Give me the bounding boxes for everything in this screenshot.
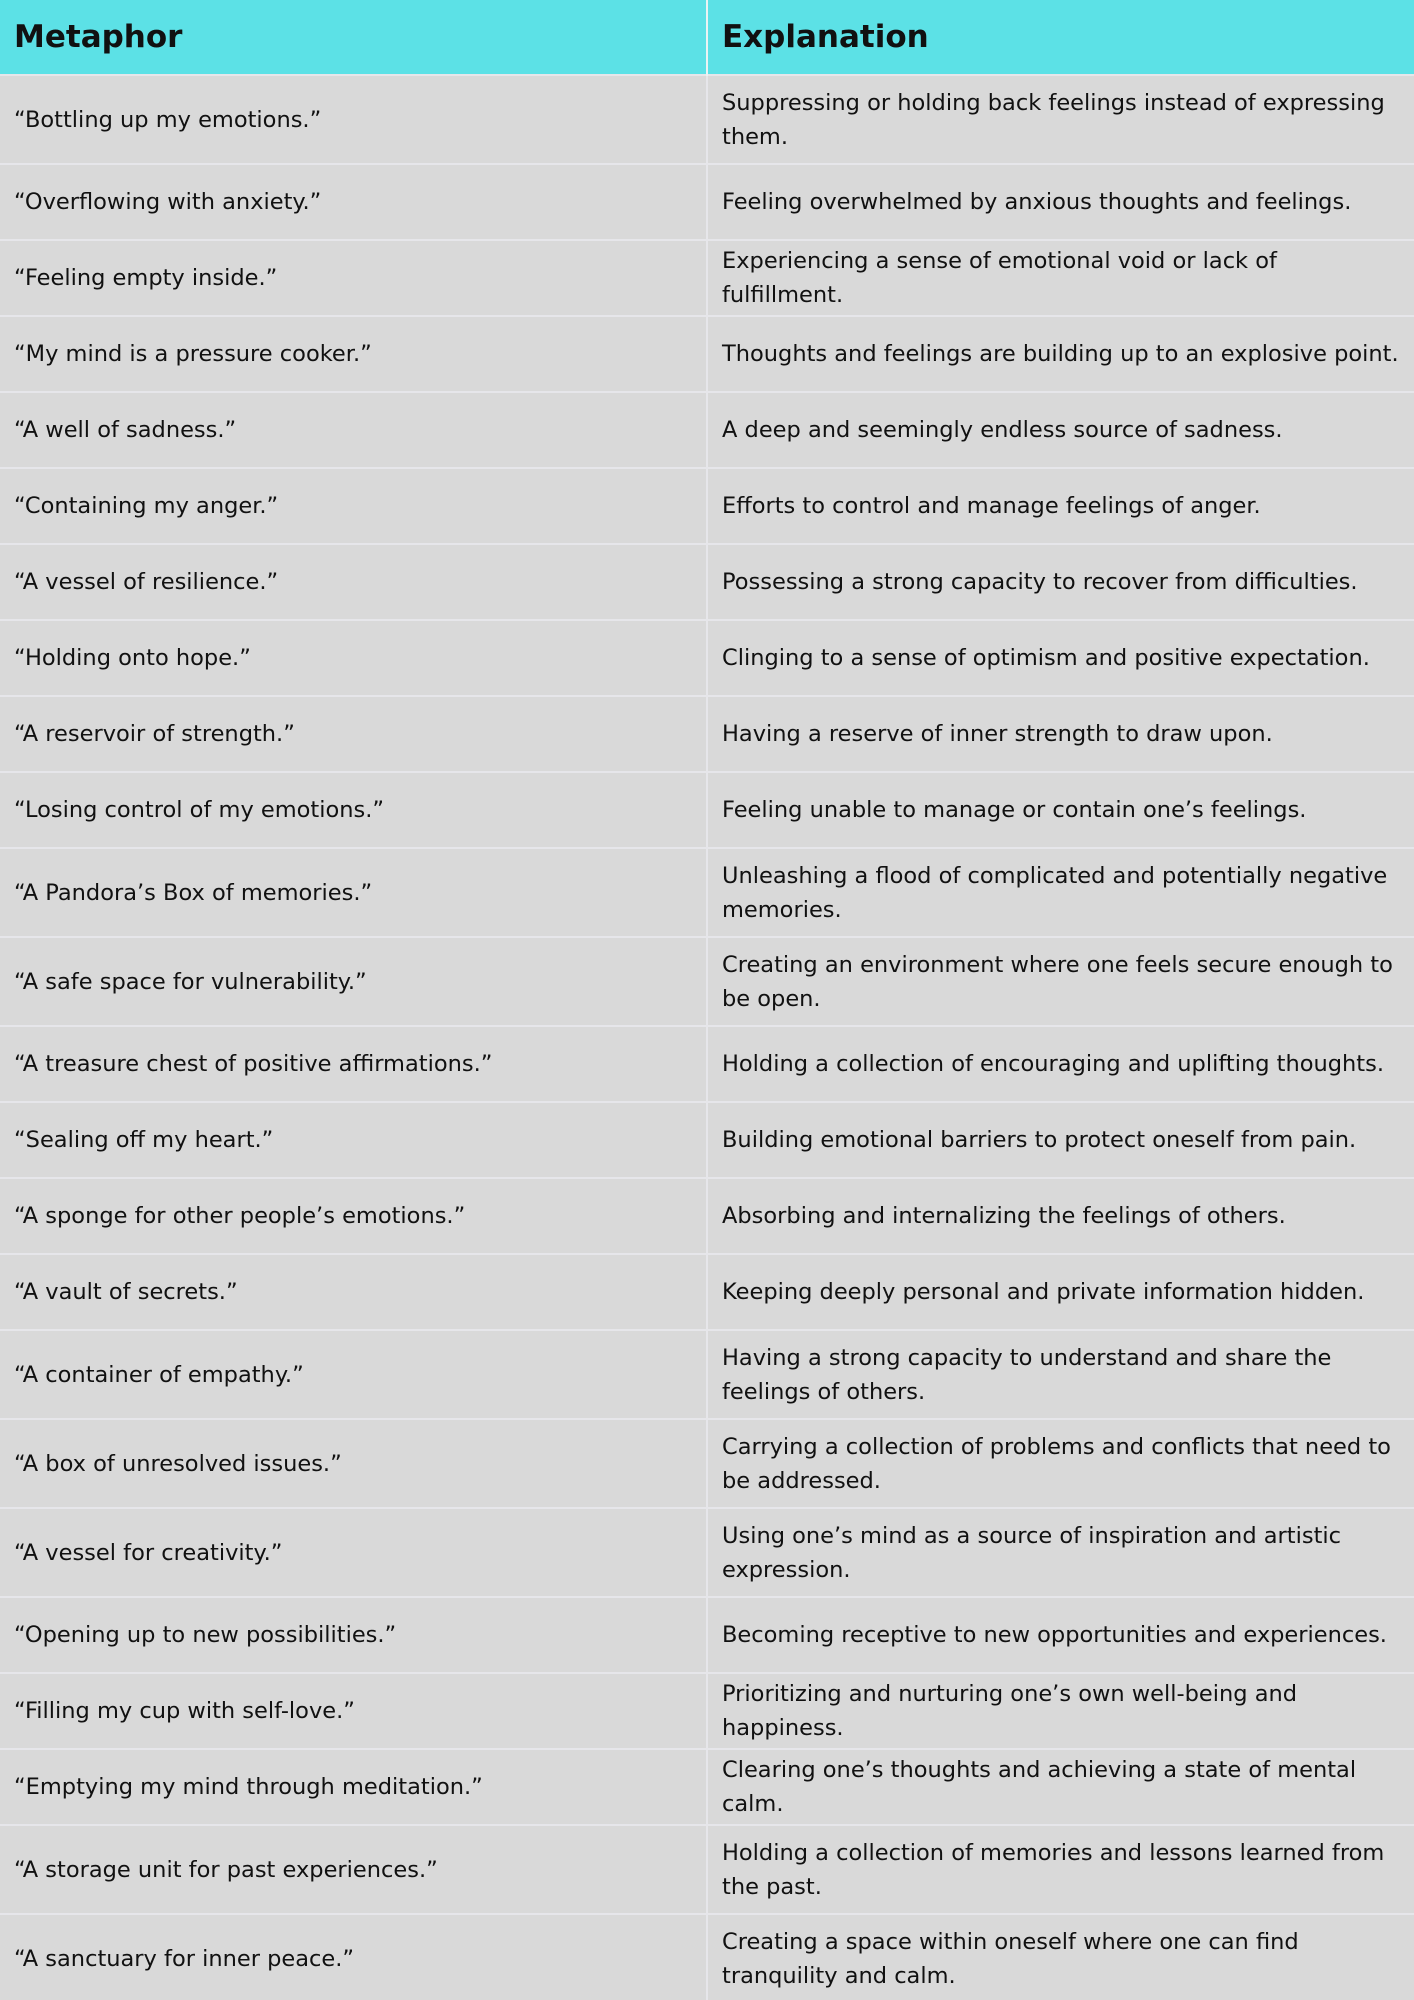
column-header-metaphor: Metaphor <box>0 0 707 75</box>
table-row <box>0 1673 1414 1749</box>
table-header-row <box>0 0 1414 75</box>
metaphor-cell: “Holding onto hope.” <box>0 620 707 696</box>
metaphor-cell: “Sealing off my heart.” <box>0 1102 707 1178</box>
explanation-cell: Feeling overwhelmed by anxious thoughts and feelings. <box>707 164 1414 240</box>
explanation-cell: Experiencing a sense of emotional void or lack of fulfillment. <box>707 240 1414 316</box>
metaphor-cell: “Opening up to new possibilities.” <box>0 1597 707 1673</box>
table-row <box>0 1597 1414 1673</box>
metaphor-cell: “A container of empathy.” <box>0 1330 707 1419</box>
table-body <box>0 75 1414 2000</box>
explanation-cell: Thoughts and feelings are building up to an explosive point. <box>707 316 1414 392</box>
table-row <box>0 392 1414 468</box>
table-row <box>0 937 1414 1026</box>
explanation-cell: Clinging to a sense of optimism and positive expectation. <box>707 620 1414 696</box>
metaphor-cell: “A storage unit for past experiences.” <box>0 1825 707 1914</box>
explanation-cell: Using one’s mind as a source of inspiration and artistic expression. <box>707 1508 1414 1597</box>
metaphor-cell: “Emptying my mind through meditation.” <box>0 1749 707 1825</box>
explanation-cell: Suppressing or holding back feelings instead of expressing them. <box>707 75 1414 164</box>
table-row <box>0 164 1414 240</box>
metaphor-cell: “A box of unresolved issues.” <box>0 1419 707 1508</box>
metaphor-cell: “A vault of secrets.” <box>0 1254 707 1330</box>
table-row <box>0 1254 1414 1330</box>
metaphor-cell: “Losing control of my emotions.” <box>0 772 707 848</box>
explanation-cell: Possessing a strong capacity to recover from difficulties. <box>707 544 1414 620</box>
metaphor-cell: “Feeling empty inside.” <box>0 240 707 316</box>
table-row <box>0 240 1414 316</box>
explanation-cell: Having a strong capacity to understand and share the feelings of others. <box>707 1330 1414 1419</box>
explanation-cell: Clearing one’s thoughts and achieving a state of mental calm. <box>707 1749 1414 1825</box>
table-row <box>0 544 1414 620</box>
metaphor-cell: “Filling my cup with self-love.” <box>0 1673 707 1749</box>
table-row <box>0 1825 1414 1914</box>
column-header-explanation: Explanation <box>707 0 1414 75</box>
explanation-cell: Creating an environment where one feels secure enough to be open. <box>707 937 1414 1026</box>
table-row <box>0 75 1414 164</box>
explanation-cell: Holding a collection of memories and lessons learned from the past. <box>707 1825 1414 1914</box>
metaphor-cell: “My mind is a pressure cooker.” <box>0 316 707 392</box>
metaphor-cell: “Bottling up my emotions.” <box>0 75 707 164</box>
table-row <box>0 848 1414 937</box>
explanation-cell: Feeling unable to manage or contain one’s feelings. <box>707 772 1414 848</box>
metaphor-cell: “A treasure chest of positive affirmations.” <box>0 1026 707 1102</box>
metaphor-cell: “A safe space for vulnerability.” <box>0 937 707 1026</box>
metaphor-cell: “A vessel of resilience.” <box>0 544 707 620</box>
explanation-cell: Becoming receptive to new opportunities and experiences. <box>707 1597 1414 1673</box>
explanation-cell: Prioritizing and nurturing one’s own well-being and happiness. <box>707 1673 1414 1749</box>
metaphor-cell: “A sanctuary for inner peace.” <box>0 1914 707 2000</box>
table-row <box>0 1178 1414 1254</box>
metaphor-cell: “Overflowing with anxiety.” <box>0 164 707 240</box>
table-row <box>0 1419 1414 1508</box>
metaphor-cell: “A reservoir of strength.” <box>0 696 707 772</box>
explanation-cell: Efforts to control and manage feelings of anger. <box>707 468 1414 544</box>
explanation-cell: Absorbing and internalizing the feelings of others. <box>707 1178 1414 1254</box>
explanation-cell: Unleashing a flood of complicated and potentially negative memories. <box>707 848 1414 937</box>
table-row <box>0 696 1414 772</box>
table-row <box>0 620 1414 696</box>
table-row <box>0 1102 1414 1178</box>
table-row <box>0 1508 1414 1597</box>
table-row <box>0 772 1414 848</box>
explanation-cell: Creating a space within oneself where one can find tranquility and calm. <box>707 1914 1414 2000</box>
metaphor-cell: “A Pandora’s Box of memories.” <box>0 848 707 937</box>
metaphor-cell: “A sponge for other people’s emotions.” <box>0 1178 707 1254</box>
explanation-cell: Keeping deeply personal and private information hidden. <box>707 1254 1414 1330</box>
table-row <box>0 1749 1414 1825</box>
explanation-cell: A deep and seemingly endless source of sadness. <box>707 392 1414 468</box>
table-row <box>0 1914 1414 2000</box>
explanation-cell: Building emotional barriers to protect oneself from pain. <box>707 1102 1414 1178</box>
table-row <box>0 1330 1414 1419</box>
explanation-cell: Carrying a collection of problems and conflicts that need to be addressed. <box>707 1419 1414 1508</box>
table-row <box>0 1026 1414 1102</box>
explanation-cell: Having a reserve of inner strength to draw upon. <box>707 696 1414 772</box>
explanation-cell: Holding a collection of encouraging and uplifting thoughts. <box>707 1026 1414 1102</box>
metaphor-cell: “A well of sadness.” <box>0 392 707 468</box>
metaphor-cell: “Containing my anger.” <box>0 468 707 544</box>
metaphor-cell: “A vessel for creativity.” <box>0 1508 707 1597</box>
table-row <box>0 468 1414 544</box>
table-row <box>0 316 1414 392</box>
